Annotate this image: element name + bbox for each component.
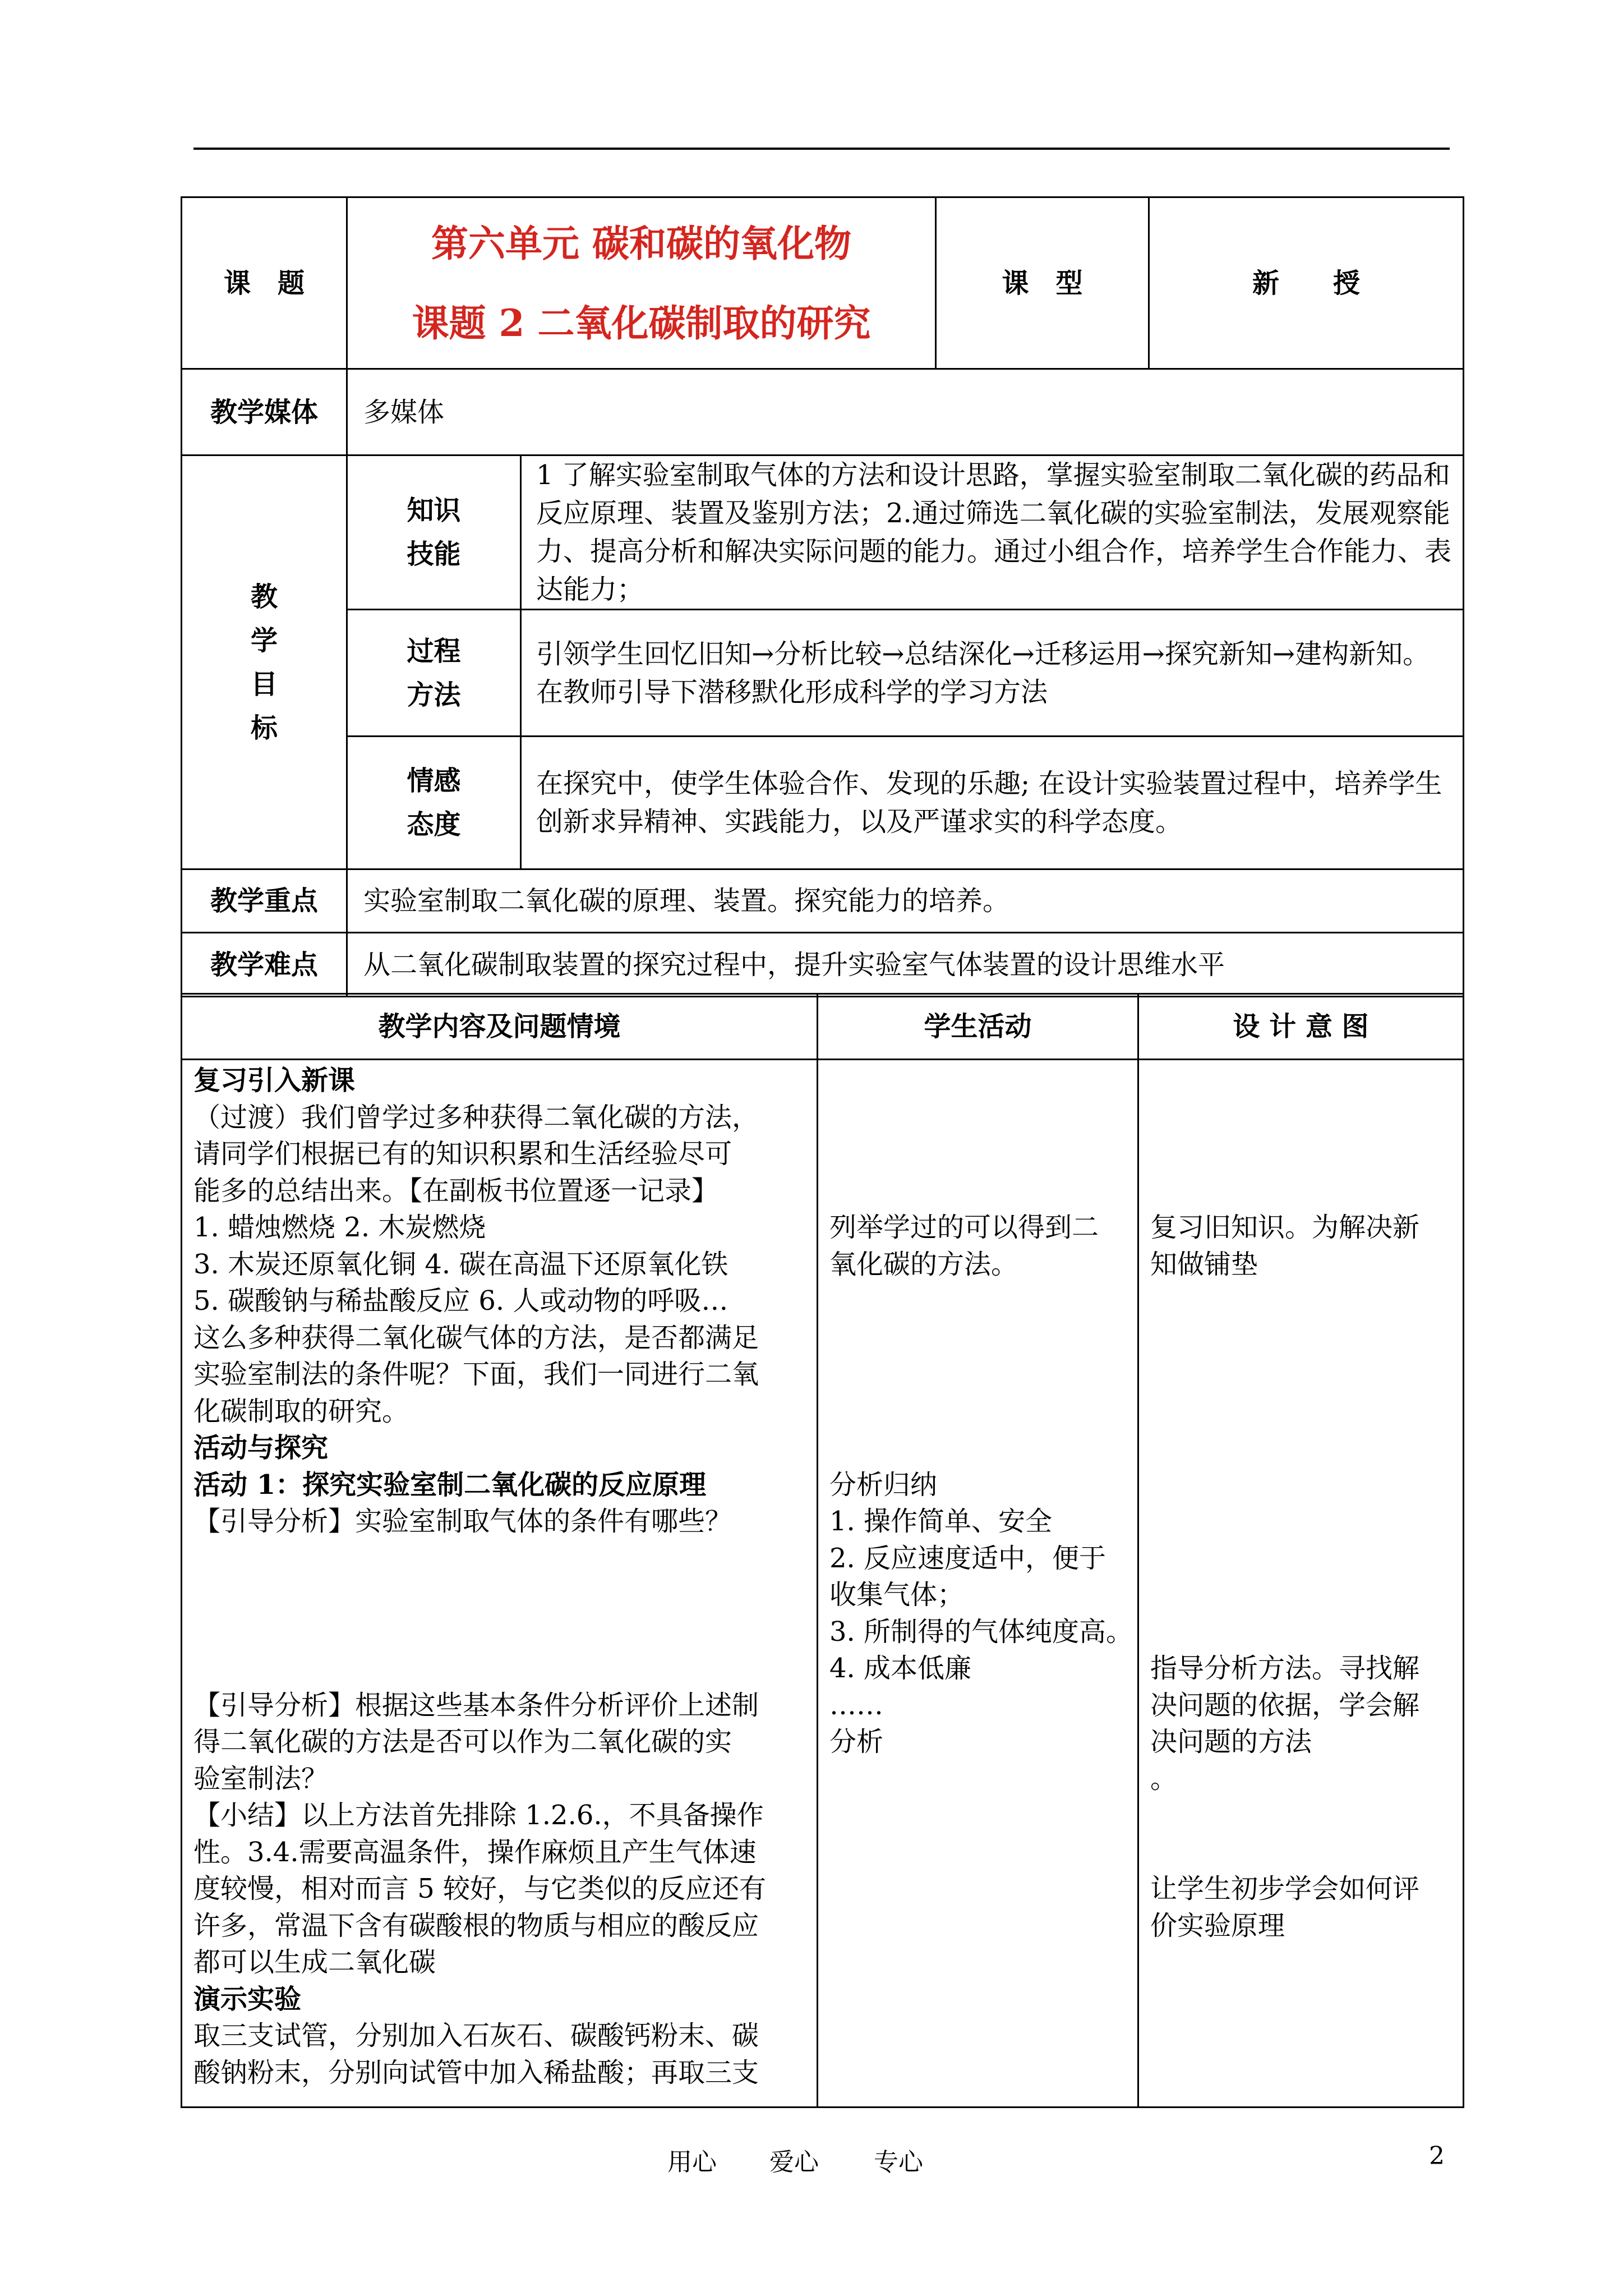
goal-knowledge-label: 知识 技能 [347,455,521,610]
content-line [193,1650,809,1687]
student-line [829,1430,1129,1467]
content-line: 酸钠粉末，分别向试管中加入稀盐酸；再取三支 [193,2056,759,2088]
header-rule [193,148,1450,150]
footer-item-3: 专心 [874,2148,923,2177]
difficulty-value: 从二氧化碳制取装置的探究过程中，提升实验室气体装置的设计思维水平 [347,933,1464,997]
lesson-title-line1: 第六单元 碳和碳的氧化物 [431,221,851,265]
intent-line: 决问题的方法 [1150,1726,1312,1757]
process-table [181,993,1464,2108]
lesson-info-table [181,196,1464,997]
student-line: 3. 所制得的气体纯度高。 [829,1616,1133,1648]
student-line [829,1136,1129,1173]
content-line: 1. 蜡烛燃烧 2. 木炭燃烧 [193,1212,486,1243]
media-value: 多媒体 [347,369,1464,455]
student-line: 分析归纳 [829,1469,938,1501]
content-line: 都可以生成二氧化碳 [193,1947,436,1978]
content-line: 取三支试管，分别加入石灰石、碳酸钙粉末、碳 [193,2020,759,2051]
header-intent: 设 计 意 图 [1138,994,1464,1060]
content-line: 验室制法？ [193,1763,329,1795]
content-line: 请同学们根据已有的知识积累和生活经验尽可 [193,1138,732,1170]
type-label: 课 型 [936,197,1149,369]
content-line: 度较慢，相对而言 5 较好，与它类似的反应还有 [193,1873,767,1904]
lesson-title-line2: 课题 2 二氧化碳制取的研究 [412,301,871,345]
focus-label: 教学重点 [182,869,347,933]
student-line [829,1173,1129,1210]
intent-line: 决问题的依据，学会解 [1150,1689,1420,1721]
content-line: 得二氧化碳的方法是否可以作为二氧化碳的实 [193,1726,732,1757]
content-line: 演示实验 [193,1983,302,2015]
student-line: 收集气体； [829,1579,965,1611]
intent-line [1150,1503,1455,1540]
goals-label: 教 学 目 标 [182,455,347,869]
intent-line [1150,1577,1455,1614]
intent-line [1150,1393,1455,1430]
content-line: 这么多种获得二氧化碳气体的方法，是否都满足 [193,1322,759,1354]
student-lines [818,1060,1137,1761]
intent-line: 让学生初步学会如何评 [1150,1873,1420,1904]
intent-line [1150,1173,1455,1210]
content-line [193,1540,809,1577]
student-line [829,1283,1129,1320]
goal-attitude-text: 在探究中，使学生体验合作、发现的乐趣; 在设计实验装置过程中，培养学生创新求异精神、实践能力，以及严谨求实的科学态度。 [521,737,1464,869]
intent-line: 价实验原理 [1150,1910,1285,1941]
type-value: 新 授 [1149,197,1464,369]
intent-line [1150,1099,1455,1137]
page-number: 2 [1429,2142,1445,2170]
student-line [829,1320,1129,1357]
media-label: 教学媒体 [182,369,347,455]
intent-line [1150,1136,1455,1173]
content-line: 实验室制法的条件呢？下面，我们一同进行二氧 [193,1359,759,1390]
intent-line [1150,1834,1455,1871]
lesson-title [347,197,936,369]
intent-line: 指导分析方法。寻找解 [1150,1653,1420,1684]
header-student: 学生活动 [818,994,1138,1060]
student-line: 分析 [829,1726,884,1757]
intent-lines [1139,1060,1463,1944]
content-line: 活动 1：探究实验室制二氧化碳的反应原理 [193,1469,707,1501]
intent-line [1150,1430,1455,1467]
student-line [829,1393,1129,1430]
content-line: 许多，常温下含有碳酸根的物质与相应的酸反应 [193,1910,759,1941]
content-line: 3. 木炭还原氧化铜 4. 碳在高温下还原氧化铁 [193,1248,728,1280]
difficulty-label: 教学难点 [182,933,347,997]
content-line: 【引导分析】实验室制取气体的条件有哪些？ [193,1506,732,1537]
intent-line [1150,1283,1455,1320]
student-line: 氧化碳的方法。 [829,1248,1018,1280]
student-line [829,1356,1129,1393]
intent-line [1150,1320,1455,1357]
content-line: 活动与探究 [193,1432,329,1464]
student-line [829,1099,1129,1137]
footer-item-2: 爱心 [769,2148,819,2177]
student-column [818,1060,1138,2108]
intent-line: 知做铺垫 [1150,1248,1258,1280]
content-line [193,1577,809,1614]
student-line: 1. 操作简单、安全 [829,1506,1053,1537]
content-lines [182,1060,817,2091]
intent-line: 复习旧知识。为解决新 [1150,1212,1420,1243]
content-line: 【小结】以上方法首先排除 1.2.6.，不具备操作 [193,1800,764,1831]
content-line [193,1614,809,1651]
student-line: 4. 成本低廉 [829,1653,972,1684]
content-column [182,1060,818,2108]
topic-label: 课 题 [182,197,347,369]
header-content: 教学内容及问题情境 [182,994,818,1060]
goal-knowledge-text: 1 了解实验室制取气体的方法和设计思路，掌握实验室制取二氧化碳的药品和反应原理、装置及鉴别方法；2.通过筛选二氧化碳的实验室制法，发展观察能力、提高分析和解决实际问题的能力。通过小组合作，培养学生合作能力、表达能力； [521,455,1464,610]
intent-line [1150,1356,1455,1393]
footer-item-1: 用心 [667,2148,717,2177]
content-line: 复习引入新课 [193,1065,356,1096]
student-line: …… [829,1689,883,1721]
goal-process-text: 引领学生回忆旧知→分析比较→总结深化→迁移运用→探究新知→建构新知。在教师引导下潜移默化形成科学的学习方法 [521,610,1464,737]
content-line: 化碳制取的研究。 [193,1395,409,1427]
content-line: （过渡）我们曾学过多种获得二氧化碳的方法， [193,1101,759,1133]
student-line: 2. 反应速度适中，便于 [829,1542,1106,1574]
intent-line [1150,1797,1455,1834]
content-line: 5. 碳酸钠与稀盐酸反应 6. 人或动物的呼吸… [193,1285,728,1317]
intent-line [1150,1467,1455,1504]
student-line [829,1062,1129,1099]
content-line: 能多的总结出来。【在副板书位置逐一记录】 [193,1175,719,1207]
intent-line: 。 [1150,1763,1178,1795]
content-line: 性。3.4.需要高温条件，操作麻烦且产生气体速 [193,1836,757,1868]
focus-value: 实验室制取二氧化碳的原理、装置。探究能力的培养。 [347,869,1464,933]
intent-column [1138,1060,1464,2108]
intent-line [1150,1614,1455,1651]
student-line: 列举学过的可以得到二 [829,1212,1099,1243]
goal-attitude-label: 情感 态度 [347,737,521,869]
intent-line [1150,1540,1455,1577]
goal-process-label: 过程 方法 [347,610,521,737]
intent-line [1150,1062,1455,1099]
content-line: 【引导分析】根据这些基本条件分析评价上述制 [193,1689,759,1721]
